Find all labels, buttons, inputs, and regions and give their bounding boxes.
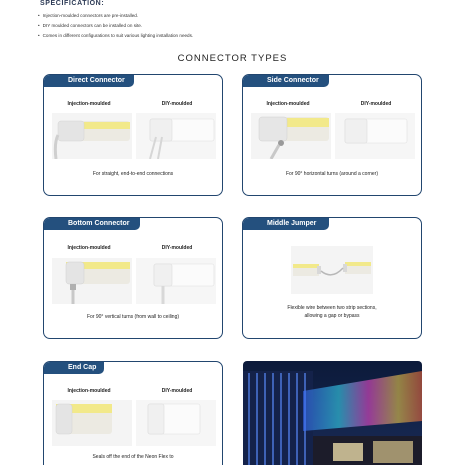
diy-moulded-photo (335, 113, 415, 159)
injection-moulded-photo (52, 113, 132, 159)
card-description-line1: Flexible wire between two strip sections, (287, 305, 377, 311)
spec-item: • Injection-moulded connectors are pre-installed. (38, 11, 193, 21)
card-title: End Cap (44, 362, 104, 374)
card-direct-connector (43, 74, 223, 196)
building-lighting-photo (243, 361, 422, 465)
diy-moulded-photo (136, 400, 216, 446)
section-title: CONNECTOR TYPES (177, 53, 288, 64)
specification-list (38, 11, 193, 41)
card-description: For 90° vertical turns (from wall to ceiling) (86, 314, 180, 320)
card-end-cap (43, 361, 223, 465)
right-label: DIY-moulded (161, 245, 193, 251)
card-title: Direct Connector (44, 75, 134, 87)
card-title: Bottom Connector (44, 218, 140, 230)
card-bottom-connector (43, 217, 223, 339)
right-label: DIY-moulded (360, 101, 392, 107)
left-label: Injection-moulded (266, 101, 310, 107)
injection-moulded-photo (52, 258, 132, 304)
card-description: For 90° horizontal turns (around a corner) (285, 171, 379, 177)
card-title: Side Connector (243, 75, 329, 87)
spec-item: • DIY moulded connectors can be installed on site. (38, 21, 193, 31)
diy-moulded-photo (136, 113, 216, 159)
diy-moulded-photo (136, 258, 216, 304)
injection-moulded-photo (251, 113, 331, 159)
right-label: DIY-moulded (161, 388, 193, 394)
card-description: Seals off the end of the Neon Flex to (92, 454, 174, 460)
left-label: Injection-moulded (67, 245, 111, 251)
injection-moulded-photo (52, 400, 132, 446)
right-label: DIY-moulded (161, 101, 193, 107)
card-description-line2: allowing a gap or bypass (304, 313, 360, 319)
card-middle-jumper (242, 217, 422, 339)
card-title: Middle Jumper (243, 218, 329, 230)
specification-title: SPECIFICATION: (40, 0, 105, 7)
middle-jumper-photo (291, 246, 373, 294)
card-side-connector (242, 74, 422, 196)
left-label: Injection-moulded (67, 388, 111, 394)
spec-item: • Comes in different configurations to suit various lighting installation needs. (38, 31, 193, 41)
card-description: For straight, end-to-end connections (92, 171, 174, 177)
left-label: Injection-moulded (67, 101, 111, 107)
